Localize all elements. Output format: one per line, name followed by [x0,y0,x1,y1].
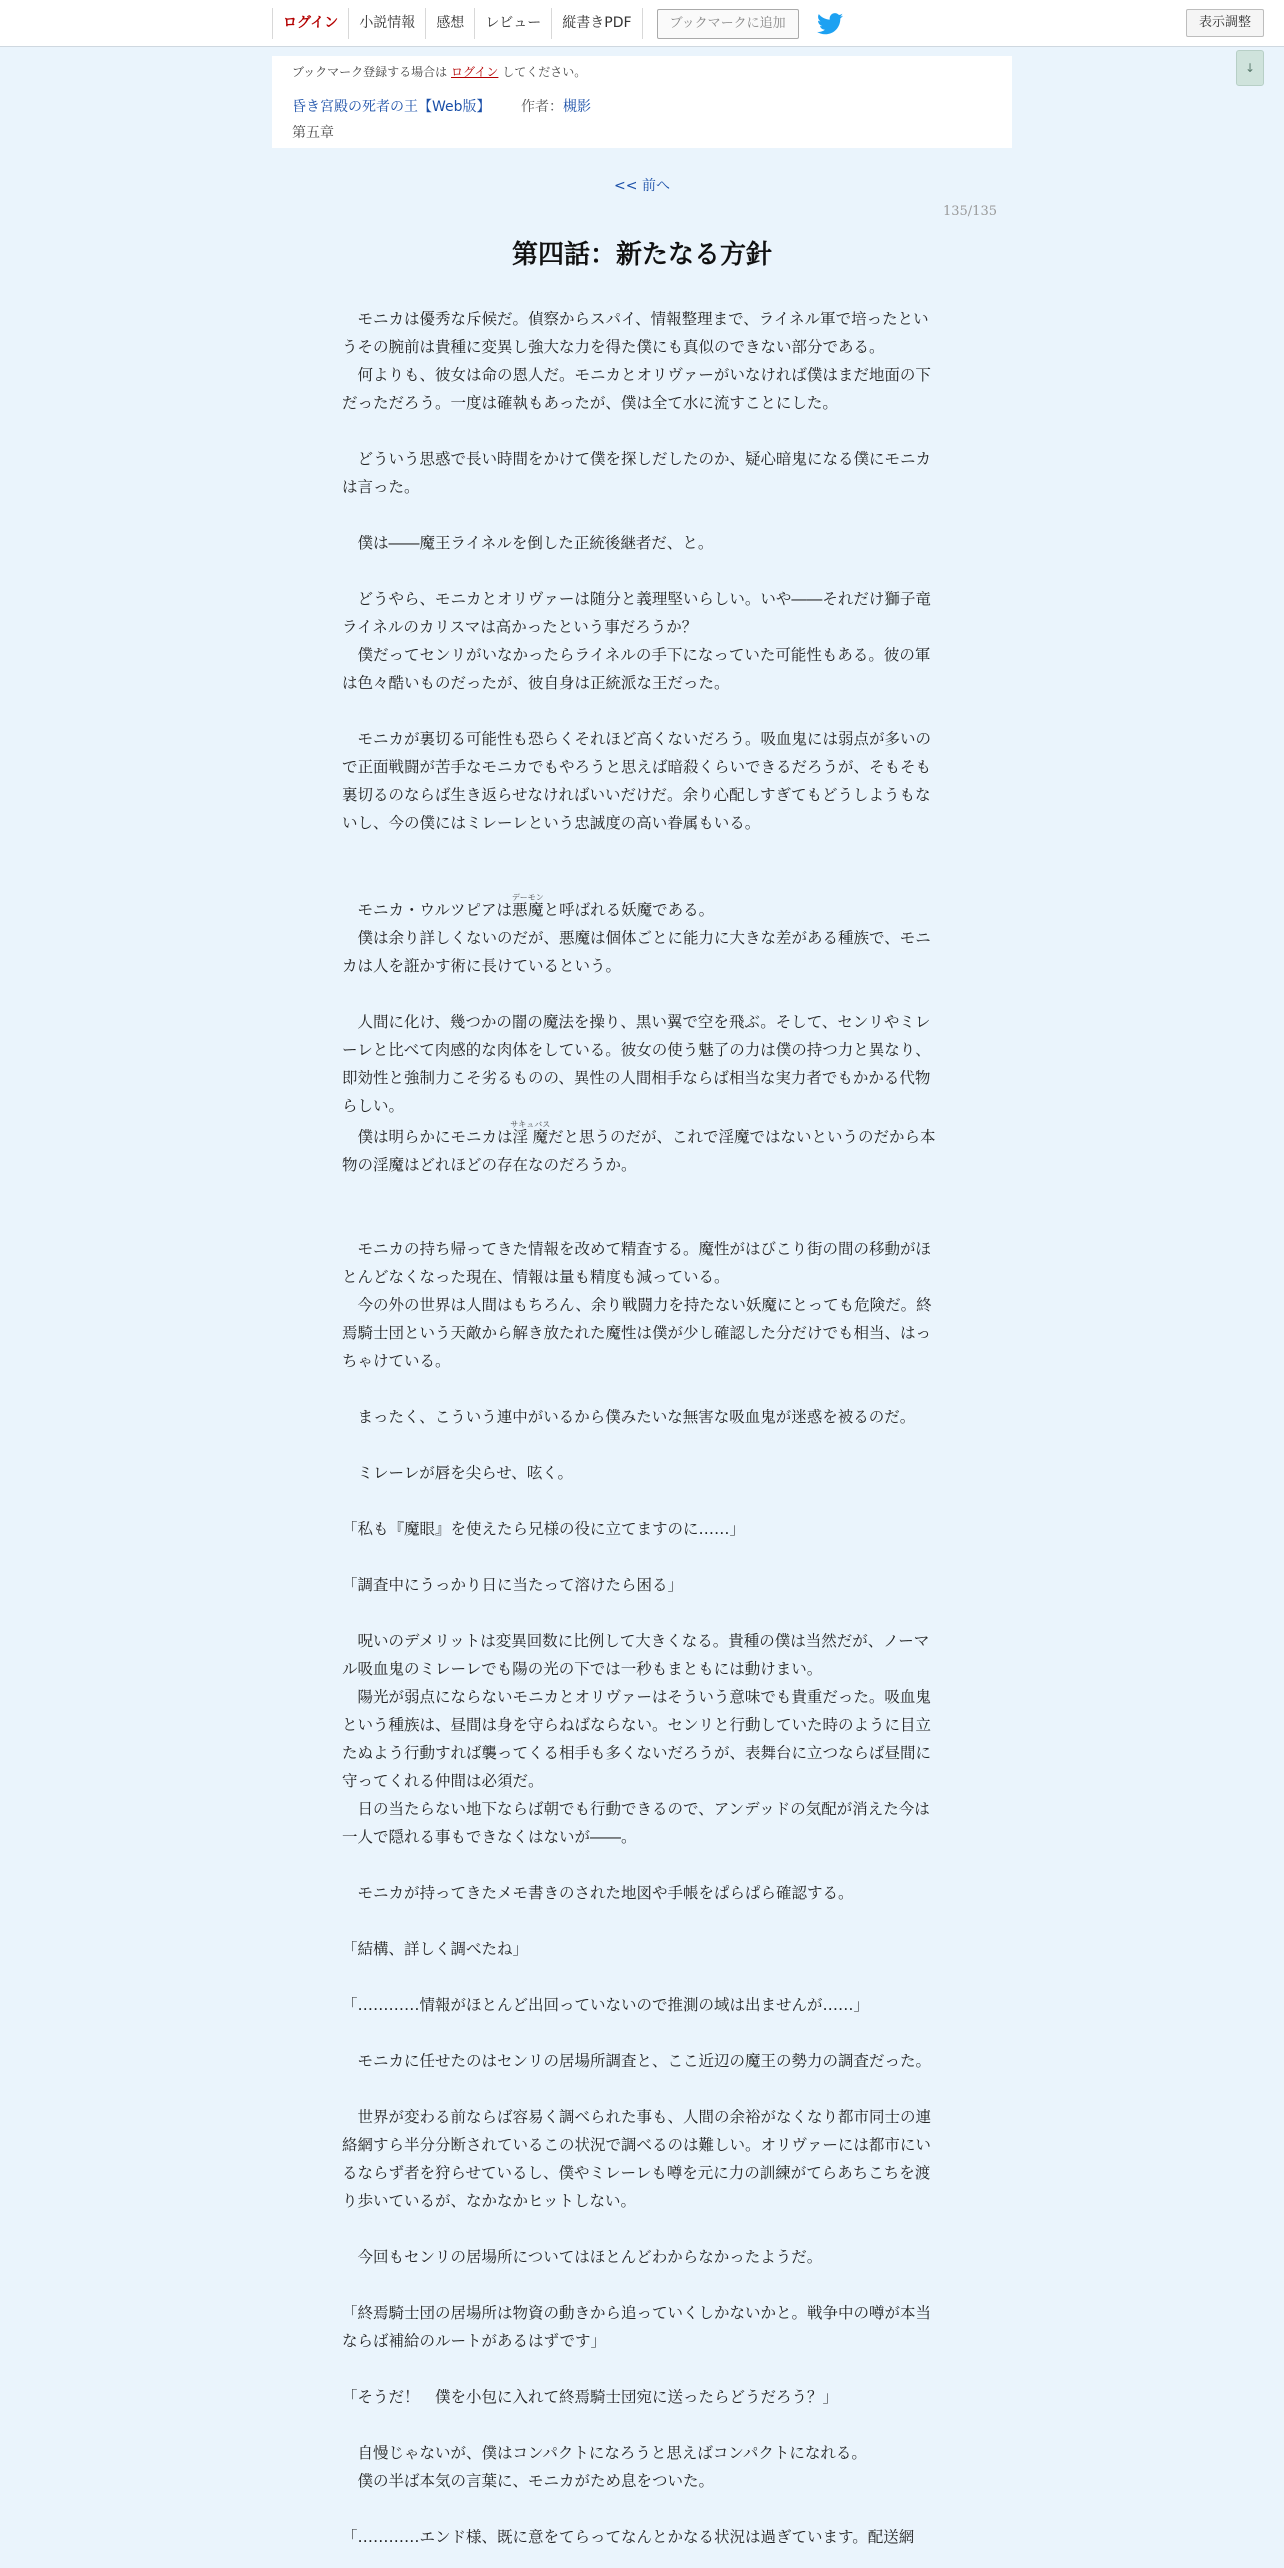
scroll-down-button[interactable]: ↓ [1236,50,1264,86]
body-paragraph [342,501,942,529]
impressions-link[interactable]: 感想 [425,8,474,39]
body-paragraph: 「終焉騎士団の居場所は物資の動きから追っていくしかないかと。戦争中の噂が本当ならば補給のルートがあるはずです」 [342,2304,932,2350]
body-paragraph: 日の当たらない地下ならば朝でも行動できるので、アンデッドの気配が消えた今は一人で隠れる事もできなくはないが――。 [342,1800,930,1846]
ruby-base: 悪魔 [511,901,544,919]
ruby-annotation [511,893,544,919]
top-nav-bar [0,0,1284,47]
login-note-text-post: してください。 [502,65,587,79]
vertical-pdf-link[interactable]: 縦書きPDF [551,8,642,39]
body-paragraph [342,417,942,445]
body-paragraph: 「結構、詳しく調べたね」 [342,1940,529,1958]
body-paragraph: 僕は余り詳しくないのだが、悪魔は個体ごとに能力に大きな差がある種族で、モニカは人を誑かす術に長けているという。 [342,929,931,975]
body-paragraph: 「そうだ！ 僕を小包に入れて終焉騎士団宛に送ったらどうだろう？」 [342,2388,839,2406]
body-paragraph [342,1207,942,1235]
paragraph-text: モニカ・ウルツピアは [342,901,513,919]
body-paragraph: モニカの持ち帰ってきた情報を改めて精査する。魔性がはびこり街の間の移動がほとんどなくなった現在、情報は量も精度も減っている。 [342,1240,932,1286]
ruby-annotation [510,1120,551,1146]
body-paragraph [342,837,942,865]
header-nav [272,8,843,39]
body-paragraph [342,1851,942,1879]
body-paragraph: 僕は――魔王ライネルを倒した正統後継者だ、と。 [342,534,714,552]
chapter-title: 第五章 [292,125,334,141]
novel-title-link[interactable]: 昏き宮殿の死者の王【Web版】 [292,99,491,115]
body-paragraph: 「…………エンド様、既に意をてらってなんとかなる状況は過ぎています。配送網 [342,2528,915,2546]
body-paragraph [342,2075,942,2103]
body-paragraph: 「私も『魔眼』を使えたら兄様の役に立てますのに……」 [342,1520,746,1538]
bookmark-login-note [292,63,586,80]
body-paragraph: 僕の半ば本気の言葉に、モニカがため息をついた。 [342,2472,715,2490]
ruby-reading: サキュバス [510,1120,551,1129]
paragraph-text: 僕は明らかにモニカは [342,1128,513,1146]
prev-page-link[interactable]: << 前へ [614,178,670,194]
body-paragraph [342,2411,942,2439]
body-paragraph [342,1431,942,1459]
body-paragraph [342,2495,942,2523]
ruby-reading: デーモン [511,893,544,902]
body-paragraph: モニカが持ってきたメモ書きのされた地図や手帳をぱらぱら確認する。 [342,1884,854,1902]
body-paragraph: 世界が変わる前ならば容易く調べられた事も、人間の余裕がなくなり都市同士の連絡網すら半分分断されているこの状況で調べるのは難しい。オリヴァーには都市にいるならず者を狩らせているし、僕やミレーレも噂を元に力の訓練がてらあちこちを渡り歩いているが、なかなかヒットしない。 [342,2108,932,2210]
body-paragraph [342,1487,942,1515]
body-paragraph [342,1599,942,1627]
body-paragraph: モニカは優秀な斥候だ。偵察からスパイ、情報整理まで、ライネル軍で培ったというその腕前は貴種に変異し強大な力を得た僕にも真似のできない部分である。 [342,310,929,356]
novel-info-box [272,56,1012,148]
body-paragraph: 「…………情報がほとんど出回っていないので推測の域は出ませんが……」 [342,1996,870,2014]
body-paragraph [342,2355,942,2383]
body-paragraph [342,1179,942,1207]
author-label: 作者： [520,99,563,115]
paragraph-text: だと思うのだが、これで淫魔ではないというのだから本物の淫魔はどれほどの存在なのだろうか。 [342,1128,936,1174]
body-paragraph: 陽光が弱点にならないモニカとオリヴァーはそういう意味でも貴重だった。吸血鬼という種族は、昼間は身を守らねばならない。センリと行動していた時のように目立たぬよう行動すれば襲ってくる相手も多くないだろうが、表舞台に立つならば昼間に守ってくれる仲間は必須だ。 [342,1688,932,1790]
body-paragraph: 今の外の世界は人間はもちろん、余り戦闘力を持たない妖魔にとっても危険だ。終焉騎士団という天敵から解き放たれた魔性は僕が少し確認した分だけでも相当、はっちゃけている。 [342,1296,932,1370]
ruby-base: 淫魔 [510,1128,551,1146]
body-paragraph [342,865,942,893]
review-link[interactable]: レビュー [474,8,551,39]
login-note-link[interactable]: ログイン [451,65,499,79]
novel-info-link[interactable]: 小説情報 [348,8,425,39]
body-paragraph: モニカが裏切る可能性も恐らくそれほど高くないだろう。吸血鬼には弱点が多いので正面戦闘が苦手なモニカでもやろうと思えば暗殺くらいできるだろうが、そもそも裏切るのならば生き返らせなければいいだけだ。余り心配しすぎてもどうしようもないし、今の僕にはミレーレという忠誠度の高い眷属もいる。 [342,730,932,832]
body-paragraph: 人間に化け、幾つかの闇の魔法を操り、黒い翼で空を飛ぶ。そして、センリやミレーレと比べて肉感的な肉体をしている。彼女の使う魅了の力は僕の持つ力と異なり、即効性と強制力こそ劣るものの、異性の人間相手ならば相当な実力者でもかかる代物らしい。 [342,1013,931,1115]
body-paragraph [342,1543,942,1571]
paragraph-text: と呼ばれる妖魔である。 [543,901,715,919]
body-paragraph [342,1963,942,1991]
display-settings-button[interactable]: 表示調整 [1186,9,1264,37]
body-paragraph [342,2271,942,2299]
twitter-bird-icon[interactable] [817,13,843,35]
page-number: 135/135 [942,204,997,219]
body-paragraph: 自慢じゃないが、僕はコンパクトになろうと思えばコンパクトになれる。 [342,2444,867,2462]
body-paragraph: 僕だってセンリがいなかったらライネルの手下になっていた可能性もある。彼の軍は色々酷いものだったが、彼自身は正統派な王だった。 [342,646,931,692]
novel-title-line [292,96,591,116]
episode-title: 第四話：新たなる方針 [511,240,772,270]
body-paragraph: モニカに任せたのはセンリの居場所調査と、ここ近辺の魔王の勢力の調査だった。 [342,2052,932,2070]
body-paragraph: どういう思惑で長い時間をかけて僕を探しだしたのか、疑心暗鬼になる僕にモニカは言った。 [342,450,932,496]
body-paragraph: 今回もセンリの居場所についてはほとんどわからなかったようだ。 [342,2248,823,2266]
body-paragraph [342,1375,942,1403]
body-paragraph: まったく、こういう連中がいるから僕みたいな無害な吸血鬼が迷惑を被るのだ。 [342,1408,916,1426]
body-paragraph [342,893,942,924]
body-paragraph: どうやら、モニカとオリヴァーは随分と義理堅いらしい。いや――それだけ獅子竜ライネルのカリスマは高かったという事だろうか？ [342,590,931,636]
author-link[interactable]: 槻影 [562,99,591,115]
add-bookmark-button[interactable]: ブックマークに追加 [657,9,799,39]
login-note-text-pre: ブックマーク登録する場合は [292,65,448,79]
body-paragraph [342,1120,942,1179]
body-paragraph [342,2019,942,2047]
body-paragraph [342,2215,942,2243]
body-paragraph: ミレーレが唇を尖らせ、呟く。 [342,1464,573,1482]
body-paragraph: 「調査中にうっかり日に当たって溶けたら困る」 [342,1576,684,1594]
body-paragraph [342,697,942,725]
body-paragraph: 呪いのデメリットは変異回数に比例して大きくなる。貴種の僕は当然だが、ノーマル吸血鬼のミレーレでも陽の光の下では一秒もまともには動けまい。 [342,1632,930,1678]
body-paragraph [342,1907,942,1935]
body-paragraph: 何よりも、彼女は命の恩人だ。モニカとオリヴァーがいなければ僕はまだ地面の下だっただろう。一度は確執もあったが、僕は全て水に流すことにした。 [342,366,931,412]
novel-body-text [342,305,942,2551]
body-paragraph [342,980,942,1008]
login-link[interactable]: ログイン [272,8,348,39]
body-paragraph [342,557,942,585]
